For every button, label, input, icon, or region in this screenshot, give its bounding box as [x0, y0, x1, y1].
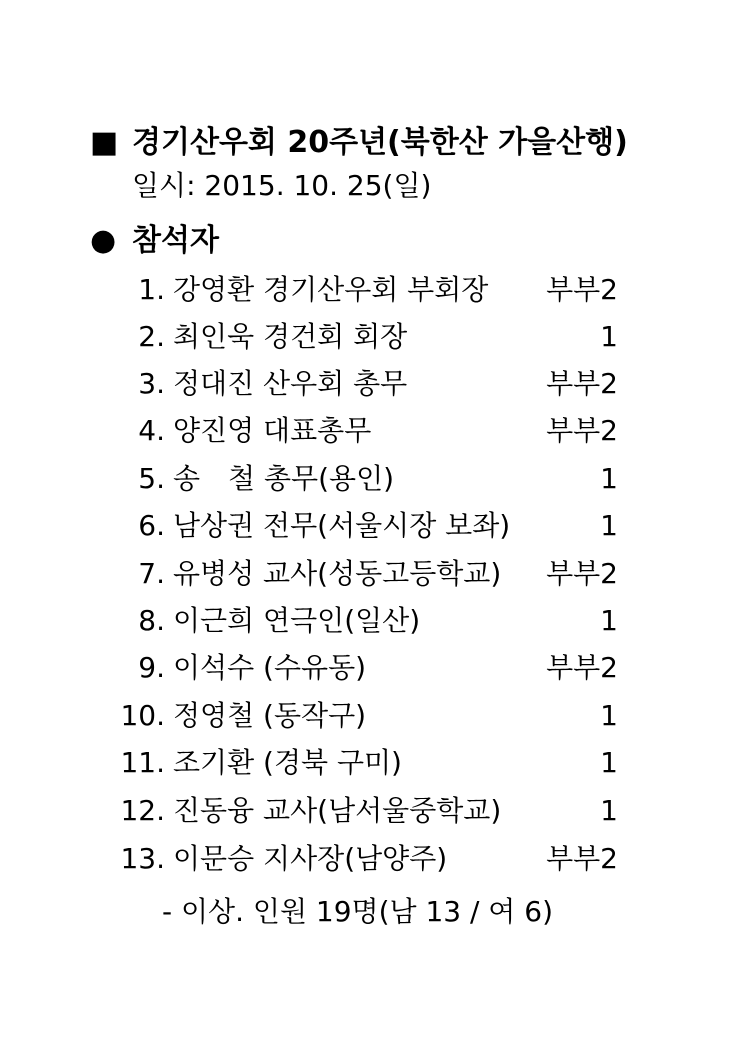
- item-name: 정영철 (동작구): [173, 699, 367, 732]
- item-number: 9.: [138, 651, 165, 684]
- square-bullet-icon: ■: [90, 125, 119, 160]
- item-number: 12.: [120, 794, 165, 827]
- item-name: 조기환 (경북 구미): [173, 746, 402, 779]
- item-number: 4.: [138, 414, 165, 447]
- list-item: [0, 414, 744, 457]
- item-count: 부부2: [546, 367, 618, 400]
- list-item: [0, 604, 744, 647]
- item-name: 양진영 대표총무: [173, 414, 372, 447]
- item-number: 10.: [120, 699, 165, 732]
- item-name: 이문승 지사장(남양주): [173, 842, 448, 875]
- item-number: 3.: [138, 367, 165, 400]
- list-item: [0, 794, 744, 837]
- item-count: 1: [600, 604, 618, 637]
- item-number: 5.: [138, 462, 165, 495]
- item-count: 1: [600, 794, 618, 827]
- item-name: 이석수 (수유동): [173, 651, 367, 684]
- item-count: 1: [600, 746, 618, 779]
- list-item: [0, 699, 744, 742]
- item-number: 11.: [120, 746, 165, 779]
- item-name: 송 철 총무(용인): [173, 462, 395, 495]
- item-count: 1: [600, 509, 618, 542]
- item-count: 1: [600, 462, 618, 495]
- list-item: [0, 273, 744, 316]
- item-name: 남상권 전무(서울시장 보좌): [173, 509, 511, 542]
- item-number: 8.: [138, 604, 165, 637]
- item-name: 최인욱 경건회 회장: [173, 320, 408, 353]
- attendees-heading-text: 참석자: [132, 223, 219, 258]
- item-name: 유병성 교사(성동고등학교): [173, 557, 502, 590]
- item-name: 정대진 산우회 총무: [173, 367, 408, 400]
- item-number: 13.: [120, 842, 165, 875]
- item-name: 이근희 연극인(일산): [173, 604, 421, 637]
- attendance-summary: - 이상. 인원 19명(남 13 / 여 6): [162, 895, 553, 928]
- list-item: [0, 842, 744, 885]
- item-number: 7.: [138, 557, 165, 590]
- item-number: 6.: [138, 509, 165, 542]
- item-name: 강영환 경기산우회 부회장: [173, 273, 489, 306]
- item-count: 부부2: [546, 273, 618, 306]
- list-item: [0, 557, 744, 600]
- circle-bullet-icon: ●: [90, 223, 117, 258]
- event-date: 일시: 2015. 10. 25(일): [132, 169, 432, 202]
- item-count: 1: [600, 320, 618, 353]
- document-title: [90, 125, 628, 160]
- item-count: 부부2: [546, 651, 618, 684]
- list-item: [0, 746, 744, 789]
- list-item: [0, 509, 744, 552]
- item-name: 진동융 교사(남서울중학교): [173, 794, 502, 827]
- attendees-heading: [90, 223, 219, 258]
- item-count: 1: [600, 699, 618, 732]
- list-item: [0, 651, 744, 694]
- item-number: 2.: [138, 320, 165, 353]
- list-item: [0, 367, 744, 410]
- item-number: 1.: [138, 273, 165, 306]
- list-item: [0, 462, 744, 505]
- item-count: 부부2: [546, 842, 618, 875]
- title-text: 경기산우회 20주년(북한산 가을산행): [132, 125, 628, 160]
- item-count: 부부2: [546, 414, 618, 447]
- item-count: 부부2: [546, 557, 618, 590]
- list-item: [0, 320, 744, 363]
